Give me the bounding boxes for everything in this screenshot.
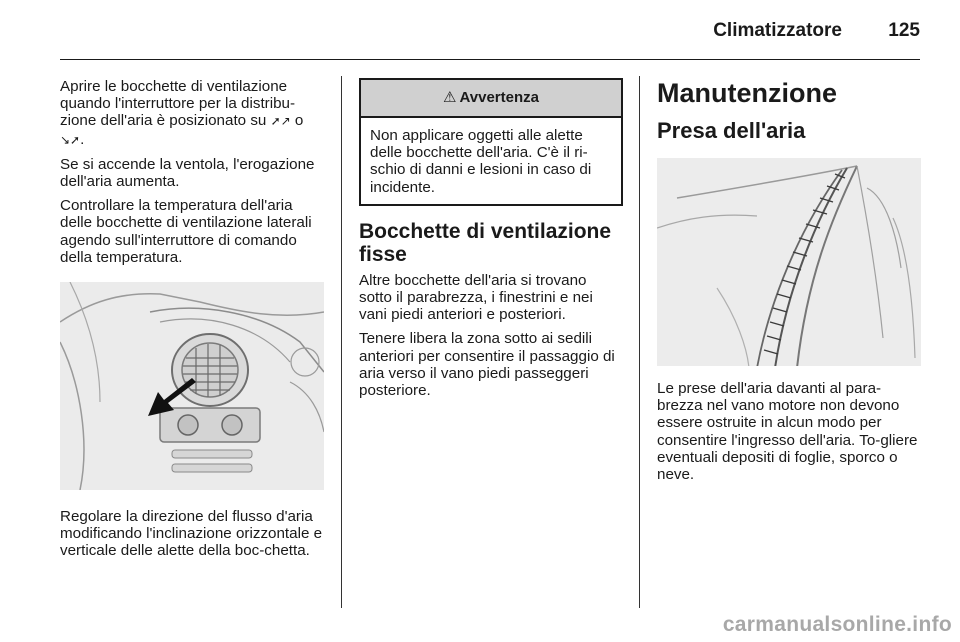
side-air-vent-figure: [60, 282, 324, 490]
air-intake-subtitle: Presa dell'aria: [657, 118, 806, 143]
warning-text: Non applicare oggetti alle alette delle bocchette dell'aria. C'è il ri-schio di danni e lesioni in caso di incidente.: [370, 127, 592, 196]
warning-triangle-icon: ⚠: [443, 88, 457, 107]
windscreen-air-intake-illustration-icon: [657, 158, 921, 366]
air-distribution-upper-lower-icon: ↘➚: [60, 132, 81, 147]
paragraph-text: .: [80, 130, 85, 148]
side-air-vent-adjust-illustration-icon: [60, 282, 324, 490]
page-header: [0, 0, 960, 62]
warning-header: [361, 80, 621, 118]
page-number: 125: [888, 20, 920, 41]
fixed-vents-heading: Bocchette di ventilazione fisse: [359, 219, 612, 266]
air-intake-figure: [657, 158, 921, 366]
watermark: carmanualsonline.info: [722, 613, 952, 636]
paragraph-text: o: [290, 112, 304, 130]
paragraph-fixed-vents: Altre bocchette dell'aria si trovano sotto il parabrezza, i finestrini e nei vani piedi anteriori e posteriori.: [359, 271, 593, 324]
column-divider: [341, 76, 342, 608]
column-divider: [639, 76, 640, 608]
air-distribution-upper-icon: ➚↗: [270, 114, 291, 129]
column-right: [657, 78, 921, 490]
column-left: [60, 78, 326, 567]
warning-box: [359, 78, 623, 206]
paragraph-airflow-direction: Regolare la direzione del flusso d'aria modificando l'inclinazione orizzontale e verticale delle alette della boc-chetta.: [60, 508, 323, 560]
paragraph-air-intake: Le prese dell'aria davanti al para-brezza nel vano motore non devono essere ostruite in alcun modo per consentire l'ingresso dell'aria. To-gliere eventuali depositi di foglie, sporco o neve.: [657, 380, 918, 484]
column-middle: [359, 78, 623, 406]
header-title: Climatizzatore: [713, 20, 842, 41]
paragraph-vent-open: [60, 78, 326, 149]
paragraph-fan: Se si accende la ventola, l'erogazione dell'aria aumenta.: [60, 155, 315, 191]
paragraph-temperature: Controllare la temperatura dell'aria delle bocchette di ventilazione laterali agendo sull'interruttore di comando della temperatura.: [60, 197, 312, 266]
header-rule: [60, 59, 920, 60]
paragraph-under-seats: Tenere libera la zona sotto ai sedili anteriori per consentire il passaggio di aria verso il vano piedi passeggeri posteriore.: [359, 330, 615, 400]
paragraph-text: Aprire le bocchette di ventilazione quando l'interruttore per la distribu-zione dell'aria è posizionato su: [60, 78, 296, 130]
warning-title: Avvertenza: [459, 89, 539, 107]
section-title: Manutenzione: [657, 78, 837, 108]
